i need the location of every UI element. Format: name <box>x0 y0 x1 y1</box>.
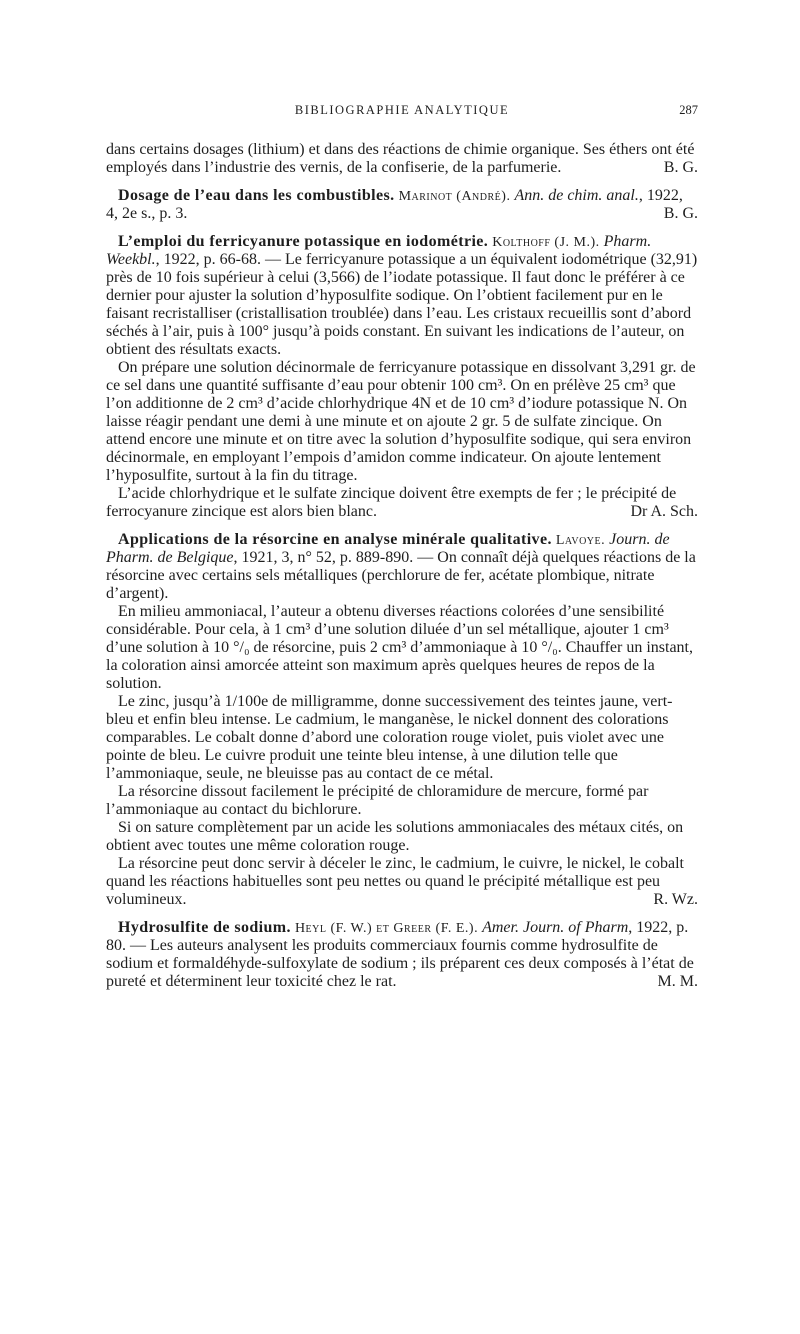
page-body <box>106 141 698 991</box>
paragraph-text: L’acide chlorhydrique et le sulfate zincique doivent être exempts de fer ; le précipité de ferrocyanure zincique est alors bien blanc. <box>106 485 677 520</box>
entry-journal: Journ. de Pharm. de Belgique <box>106 531 670 566</box>
entry-author: Lavoye. <box>555 533 606 548</box>
entry-lead-text: On connaît déjà quelques réactions de la résorcine avec certains sels métalliques (perchlorure de fer, acétate plombique, nitrate d’argent). <box>106 549 696 602</box>
entry-journal: Ann. de chim. anal. <box>514 187 639 204</box>
entry-title: L’emploi du ferricyanure potassique en iodométrie. <box>118 233 489 250</box>
entry-author: Marinot (André). <box>398 189 511 204</box>
entry-heading <box>106 919 698 991</box>
entry-heading <box>106 187 698 223</box>
entry-resorcine <box>106 531 698 909</box>
entry-title: Applications de la résorcine en analyse minérale qualitative. <box>118 531 552 548</box>
entry-heading <box>106 531 698 603</box>
signature: B. G. <box>663 159 698 176</box>
entry-dosage-eau <box>106 187 698 223</box>
entry-title: Dosage de l’eau dans les combustibles. <box>118 187 395 204</box>
paragraph <box>106 485 698 521</box>
entry-ferricyanure <box>106 233 698 521</box>
entry-reference: , 1922, p. 80. — <box>106 919 689 954</box>
page-number: 287 <box>679 103 698 117</box>
signature: R. Wz. <box>653 891 698 908</box>
paragraph-text: La résorcine peut donc servir à déceler le zinc, le cadmium, le cuivre, le nickel, le cobalt quand les réactions habituelles sont peu nettes ou quand le précipité métallique est peu volumineux. <box>106 855 684 908</box>
entry-journal: Pharm. Weekbl. <box>106 233 652 268</box>
entry-hydrosulfite <box>106 919 698 991</box>
running-title: BIBLIOGRAPHIE ANALYTIQUE <box>294 103 510 117</box>
entry-heading <box>106 233 698 359</box>
entry-journal: Amer. Journ. of Pharm <box>482 919 629 936</box>
running-header <box>106 103 698 123</box>
entry-lead-text: Les auteurs analysent les produits commerciaux fournis comme hydrosulfite de sodium et formaldéhyde-sulfoxylate de sodium ; ils préparent ces deux composés à l’état de pureté et déterminent leur toxicité chez le rat. <box>106 937 694 990</box>
paragraph-text: dans certains dosages (lithium) et dans des réactions de chimie organique. Ses éthers ont été employés dans l’industrie des vernis, de la confiserie, de la parfumerie. <box>106 141 695 176</box>
paragraph: Si on sature complètement par un acide les solutions ammoniacales des métaux cités, on obtient avec toutes une même coloration rouge. <box>106 819 684 854</box>
entry-author: Kolthoff (J. M.). <box>492 235 600 250</box>
signature: B. G. <box>663 205 698 222</box>
entry-lead-text: Le ferricyanure potassique a un équivalent iodométrique (32,91) près de 10 fois supérieur à celui (3,566) de l’iodate potassique. Il faut donc le préférer à ce dernier pour ajuster la solution d’hyposulfite sodique. On l’obtient facilement pur en le faisant recristalliser (cristallisation troublée) dans l’eau. Les cristaux recueillis sont d’abord séchés à l’air, puis à 100° jusqu’à poids constant. En suivant les indications de l’auteur, on obtient des résultats exacts. <box>106 251 698 358</box>
paragraph <box>106 141 698 177</box>
paragraph: En milieu ammoniacal, l’auteur a obtenu diverses réactions colorées d’une sensibilité considérable. Pour cela, à 1 cm³ d’une solution diluée d’un sel métallique, ajouter 1 cm³ d’une solution à 10 °/₀ de résorcine, puis 2 cm³ d’ammoniaque à 10 °/₀. Chauffer un instant, la coloration ainsi amorcée atteint son maximum après quelques heures de repos de la solution. <box>106 603 693 692</box>
entry-reference: , 1922, p. 66-68. — <box>155 251 281 268</box>
entry-continuation <box>106 141 698 177</box>
paragraph: On prépare une solution décinormale de ferricyanure potassique en dissolvant 3,291 gr. de ce sel dans une quantité suffisante d’eau pour obtenir 100 cm³. On en prélève 25 cm³ que l’on additionne de 2 cm³ d’acide chlorhydrique 4N et de 10 cm³ d’iodure potassique N. On laisse réagir pendant une demi à une minute et on ajoute 2 gr. 5 de sulfate zincique. On attend encore une minute et on titre avec la solution d’hyposulfite sodique, qui sera environ décinormale, en employant l’empois d’amidon comme indicateur. On ajoute lentement l’hyposulfite, surtout à la fin du titrage. <box>106 359 696 484</box>
paragraph: Le zinc, jusqu’à 1/100e de milligramme, donne successivement des teintes jaune, vert-bleu et enfin bleu intense. Le cadmium, le manganèse, le nickel donnent des colorations comparables. Le cobalt donne d’abord une coloration rouge violet, puis violet avec une pointe de bleu. Le cuivre produit une teinte bleu intense, à une dilution telle que l’ammoniaque, seule, ne bleuisse pas au contact de ce métal. <box>106 693 673 782</box>
signature: M. M. <box>657 973 698 990</box>
entry-reference: , 1921, 3, n° 52, p. 889-890. — <box>233 549 434 566</box>
paragraph: La résorcine dissout facilement le précipité de chloramidure de mercure, formé par l’ammoniaque au contact du bichlorure. <box>106 783 649 818</box>
entry-author: Heyl (F. W.) et Greer (F. E.). <box>294 921 479 936</box>
entry-reference: , 1922, 4, 2e s., p. 3. <box>106 187 683 222</box>
signature: Dr A. Sch. <box>630 503 698 520</box>
entry-title: Hydrosulfite de sodium. <box>118 919 291 936</box>
paragraph <box>106 855 698 909</box>
